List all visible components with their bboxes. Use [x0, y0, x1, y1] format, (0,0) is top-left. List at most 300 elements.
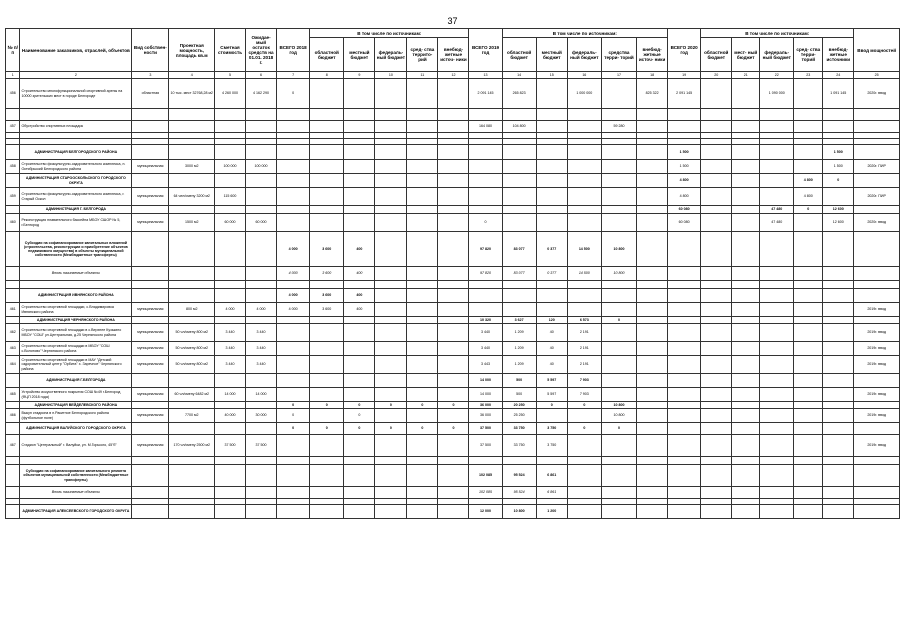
object-name-cell: Обустройство спортивных площадок — [20, 121, 132, 133]
new-objects-row — [6, 267, 900, 281]
section-header-row — [6, 206, 900, 214]
value-cell — [760, 342, 794, 356]
value-cell — [469, 160, 502, 174]
value-cell: 0 — [344, 409, 375, 423]
value-cell: 1 209 — [502, 324, 536, 342]
row-number-cell: 464 — [6, 356, 20, 374]
value-cell: 2019г. ввод — [854, 324, 900, 342]
value-cell — [601, 174, 636, 188]
value-cell — [344, 188, 375, 206]
value-cell: 50 чл/смену 800 м2 — [169, 324, 215, 342]
value-cell: 1 200 — [536, 505, 567, 519]
value-cell — [438, 342, 469, 356]
value-cell — [132, 402, 169, 409]
object-name-cell: АДМИНИСТРАЦИЯ ИВНЯНСКОГО РАЙОНА — [20, 289, 132, 303]
src-2019-header: федераль- ный бюджет — [567, 38, 601, 72]
value-cell — [215, 174, 246, 188]
row-number-cell — [6, 457, 20, 465]
object-name-cell: АДМИНИСТРАЦИЯ Г. БЕЛГОРОДА — [20, 206, 132, 214]
value-cell — [132, 145, 169, 160]
value-cell: 115 600 — [215, 188, 246, 206]
value-cell — [277, 281, 310, 289]
value-cell — [215, 232, 246, 267]
section-header-row — [6, 423, 900, 435]
table-row — [6, 457, 900, 465]
object-name-cell: Строительство физкультурно-оздоровительного комплекса, п. Октябрьский Белгородского района — [20, 160, 132, 174]
value-cell — [407, 109, 438, 121]
value-cell — [375, 303, 407, 317]
value-cell — [132, 289, 169, 303]
value-cell — [407, 356, 438, 374]
value-cell — [823, 289, 854, 303]
value-cell — [215, 505, 246, 519]
value-cell — [637, 505, 668, 519]
object-name-cell: Строительство физкультурно-оздоровительного комплекса, г. Старый Оскол — [20, 188, 132, 206]
investment-program-table — [5, 28, 900, 519]
value-cell — [407, 174, 438, 188]
value-cell — [246, 374, 277, 388]
value-cell — [760, 465, 794, 487]
value-cell — [344, 145, 375, 160]
value-cell — [668, 505, 701, 519]
value-cell — [668, 324, 701, 342]
value-cell: 4 000 — [277, 303, 310, 317]
value-cell — [601, 324, 636, 342]
column-number-cell: 11 — [407, 72, 438, 79]
value-cell — [438, 145, 469, 160]
value-cell — [732, 303, 760, 317]
value-cell — [823, 374, 854, 388]
value-cell — [760, 457, 794, 465]
value-cell: 2020г. ПИР — [854, 160, 900, 174]
object-name-cell: АДМИНИСТРАЦИЯ ВАЛУЙСКОГО ГОРОДСКОГО ОКРУГА — [20, 423, 132, 435]
src-2018-header: областной бюджет — [310, 38, 344, 72]
value-cell: 170 чл/смену 2500 м2 — [169, 435, 215, 457]
value-cell — [794, 402, 823, 409]
src-2019-header: внебюд- жетные источ- ники — [637, 38, 668, 72]
value-cell: 14 000 — [469, 374, 502, 388]
object-name-cell: Строительство спортивной площадки в с.Верхнее Кузькино МБОУ "СОШ" ул.Центральная, д.25 Чернянского района — [20, 324, 132, 342]
value-cell — [637, 206, 668, 214]
value-cell — [794, 121, 823, 133]
value-cell — [854, 281, 900, 289]
column-number-cell: 24 — [823, 72, 854, 79]
row-number-cell: 458 — [6, 160, 20, 174]
value-cell — [760, 374, 794, 388]
col-total-2020-header: ВСЕГО 2020 год — [668, 29, 701, 72]
column-number-cell: 9 — [344, 72, 375, 79]
value-cell: 1 500 — [668, 160, 701, 174]
value-cell — [701, 435, 732, 457]
value-cell — [794, 267, 823, 281]
column-number-cell: 16 — [567, 72, 601, 79]
table-row — [6, 409, 900, 423]
value-cell — [438, 121, 469, 133]
object-name-cell: Субсидии на софинансирование капитального ремонта объектов муниципальной собственности (Межбюджетные трансферты) — [20, 465, 132, 487]
subsidy-row — [6, 232, 900, 267]
value-cell — [438, 206, 469, 214]
value-cell — [132, 109, 169, 121]
value-cell: 2 191 — [567, 324, 601, 342]
value-cell — [823, 324, 854, 342]
value-cell — [823, 342, 854, 356]
value-cell — [701, 145, 732, 160]
value-cell: 36 000 — [469, 409, 502, 423]
value-cell — [601, 388, 636, 402]
value-cell: 0 — [823, 174, 854, 188]
value-cell — [732, 374, 760, 388]
value-cell — [854, 423, 900, 435]
value-cell — [277, 317, 310, 324]
value-cell — [375, 121, 407, 133]
column-number-cell: 15 — [536, 72, 567, 79]
value-cell — [732, 188, 760, 206]
value-cell — [794, 505, 823, 519]
table-row — [6, 214, 900, 232]
column-number-cell: 12 — [438, 72, 469, 79]
value-cell — [760, 487, 794, 499]
value-cell — [375, 356, 407, 374]
value-cell — [567, 281, 601, 289]
value-cell — [277, 160, 310, 174]
value-cell — [502, 174, 536, 188]
value-cell — [375, 388, 407, 402]
object-name-cell: Устройство искусственного покрытия СОШ №49 г.Белгород (ФЦП 2018 года) — [20, 388, 132, 402]
value-cell: 1 090 000 — [760, 79, 794, 109]
src-2020-header: сред- ства терри- торий — [794, 38, 823, 72]
value-cell — [536, 160, 567, 174]
value-cell: 7700 м2 — [169, 409, 215, 423]
value-cell — [668, 402, 701, 409]
value-cell — [438, 374, 469, 388]
value-cell — [169, 402, 215, 409]
value-cell: 14 500 — [567, 267, 601, 281]
value-cell — [732, 423, 760, 435]
section-header-row — [6, 174, 900, 188]
value-cell — [407, 303, 438, 317]
value-cell — [637, 281, 668, 289]
value-cell — [407, 465, 438, 487]
value-cell: 83 077 — [502, 232, 536, 267]
object-name-cell: Стадион "Центральный" г. Валуйки, ул. М.Горького, 45"б" — [20, 435, 132, 457]
table-row — [6, 388, 900, 402]
value-cell: 0 — [567, 402, 601, 409]
value-cell — [567, 160, 601, 174]
value-cell: 10 800 — [601, 232, 636, 267]
value-cell — [668, 465, 701, 487]
src-2018-header: федераль- ный бюджет — [375, 38, 407, 72]
value-cell — [375, 409, 407, 423]
value-cell — [701, 423, 732, 435]
value-cell — [701, 409, 732, 423]
value-cell — [854, 465, 900, 487]
value-cell: 10 800 — [601, 267, 636, 281]
value-cell: 3 440 — [215, 324, 246, 342]
value-cell — [601, 109, 636, 121]
object-name-cell: Строительство спортивной площадки в МБОУ "СОШ с.Волотово" Чернянского района — [20, 342, 132, 356]
row-number-cell — [6, 281, 20, 289]
value-cell — [760, 303, 794, 317]
row-number-cell — [6, 505, 20, 519]
value-cell — [637, 214, 668, 232]
value-cell — [344, 388, 375, 402]
value-cell — [215, 206, 246, 214]
value-cell — [502, 145, 536, 160]
value-cell: 400 — [344, 267, 375, 281]
value-cell — [375, 109, 407, 121]
row-number-cell — [6, 206, 20, 214]
value-cell — [438, 409, 469, 423]
value-cell — [701, 232, 732, 267]
value-cell — [823, 188, 854, 206]
value-cell: 0 — [438, 423, 469, 435]
value-cell — [854, 109, 900, 121]
value-cell — [567, 174, 601, 188]
column-number-cell: 21 — [732, 72, 760, 79]
value-cell — [277, 324, 310, 342]
value-cell — [246, 121, 277, 133]
col-name-header: Наименование заказчиков, отраслей, объектов — [20, 29, 132, 72]
value-cell — [668, 109, 701, 121]
value-cell — [794, 388, 823, 402]
value-cell — [823, 435, 854, 457]
value-cell — [567, 206, 601, 214]
value-cell — [794, 435, 823, 457]
value-cell — [637, 174, 668, 188]
value-cell — [438, 267, 469, 281]
value-cell — [701, 317, 732, 324]
value-cell — [407, 206, 438, 214]
value-cell — [344, 160, 375, 174]
value-cell — [601, 505, 636, 519]
value-cell — [668, 289, 701, 303]
value-cell — [407, 457, 438, 465]
value-cell: 95 524 — [502, 487, 536, 499]
value-cell — [760, 145, 794, 160]
value-cell — [277, 465, 310, 487]
value-cell — [668, 342, 701, 356]
value-cell: 47 480 — [760, 214, 794, 232]
value-cell — [701, 79, 732, 109]
value-cell — [567, 465, 601, 487]
value-cell — [277, 505, 310, 519]
value-cell — [701, 121, 732, 133]
value-cell — [310, 160, 344, 174]
value-cell — [344, 356, 375, 374]
value-cell: 2 091 145 — [469, 79, 502, 109]
column-number-cell: 23 — [794, 72, 823, 79]
value-cell — [794, 423, 823, 435]
value-cell: 0 377 — [536, 232, 567, 267]
value-cell — [732, 174, 760, 188]
section-header-row — [6, 505, 900, 519]
value-cell — [637, 188, 668, 206]
value-cell — [701, 465, 732, 487]
col-remaining-header: Ожидае- мый остаток средств на 01.01. 2018 г. — [246, 29, 277, 72]
value-cell — [854, 145, 900, 160]
value-cell — [794, 342, 823, 356]
value-cell — [668, 409, 701, 423]
value-cell — [310, 487, 344, 499]
value-cell — [536, 121, 567, 133]
value-cell — [246, 402, 277, 409]
value-cell — [438, 435, 469, 457]
value-cell — [310, 505, 344, 519]
value-cell: 7 903 — [567, 388, 601, 402]
value-cell: 50 чл/смену 800 м2 — [169, 342, 215, 356]
row-number-cell — [6, 423, 20, 435]
value-cell — [469, 109, 502, 121]
value-cell: муниципальная — [132, 188, 169, 206]
column-number-cell: 1 — [6, 72, 20, 79]
value-cell — [701, 109, 732, 121]
value-cell — [344, 457, 375, 465]
value-cell: 2019г. ввод — [854, 388, 900, 402]
value-cell — [502, 188, 536, 206]
value-cell — [601, 374, 636, 388]
value-cell — [310, 324, 344, 342]
value-cell — [567, 409, 601, 423]
row-number-cell — [6, 317, 20, 324]
value-cell — [760, 435, 794, 457]
value-cell — [344, 342, 375, 356]
col-num-header: № п/п — [6, 29, 20, 72]
object-name-cell: Строительство многофункциональной спортивной арены на 10000 зрительских мест в городе Белгороде — [20, 79, 132, 109]
value-cell — [732, 505, 760, 519]
value-cell — [344, 505, 375, 519]
value-cell: 3 600 — [310, 289, 344, 303]
value-cell: 0 — [567, 423, 601, 435]
value-cell: 60 000 — [215, 214, 246, 232]
src-2019-header: местный бюджет — [536, 38, 567, 72]
value-cell — [132, 267, 169, 281]
value-cell: 0 — [469, 214, 502, 232]
value-cell — [732, 487, 760, 499]
value-cell — [407, 388, 438, 402]
value-cell — [601, 356, 636, 374]
value-cell — [502, 160, 536, 174]
value-cell — [502, 206, 536, 214]
value-cell: 40 — [536, 342, 567, 356]
value-cell — [701, 374, 732, 388]
value-cell — [854, 121, 900, 133]
value-cell — [407, 435, 438, 457]
value-cell: 12 600 — [823, 214, 854, 232]
value-cell — [668, 388, 701, 402]
row-number-cell: 457 — [6, 121, 20, 133]
value-cell — [132, 457, 169, 465]
value-cell: 4 000 — [277, 232, 310, 267]
value-cell — [637, 435, 668, 457]
value-cell — [407, 214, 438, 232]
value-cell — [215, 289, 246, 303]
value-cell — [701, 214, 732, 232]
value-cell — [601, 487, 636, 499]
value-cell — [854, 206, 900, 214]
value-cell: 4 000 — [277, 267, 310, 281]
value-cell: 37 500 — [469, 435, 502, 457]
value-cell — [732, 160, 760, 174]
value-cell — [668, 356, 701, 374]
value-cell — [246, 487, 277, 499]
value-cell — [169, 505, 215, 519]
value-cell — [760, 188, 794, 206]
value-cell — [438, 160, 469, 174]
table-body — [6, 79, 900, 519]
value-cell: муниципальная — [132, 356, 169, 374]
value-cell: 2019г. ввод — [854, 356, 900, 374]
value-cell — [344, 465, 375, 487]
value-cell — [794, 79, 823, 109]
value-cell — [169, 174, 215, 188]
value-cell: 0 — [601, 317, 636, 324]
value-cell — [438, 457, 469, 465]
value-cell: 5 597 — [536, 388, 567, 402]
value-cell — [407, 342, 438, 356]
value-cell — [375, 465, 407, 487]
value-cell: 14 000 — [215, 388, 246, 402]
table-row — [6, 188, 900, 206]
value-cell — [701, 160, 732, 174]
value-cell: 1 500 — [823, 160, 854, 174]
value-cell: 97 820 — [469, 267, 502, 281]
value-cell: 6 573 — [567, 317, 601, 324]
value-cell — [794, 356, 823, 374]
value-cell — [310, 214, 344, 232]
value-cell — [732, 457, 760, 465]
value-cell — [567, 435, 601, 457]
value-cell — [438, 324, 469, 342]
value-cell: 0 — [407, 423, 438, 435]
subsidy-row — [6, 465, 900, 487]
src-2020-header: внебюд- жетные источники — [823, 38, 854, 72]
value-cell — [310, 317, 344, 324]
value-cell — [637, 121, 668, 133]
object-name-cell: АДМИНИСТРАЦИЯ АЛЕКСЕЕВСКОГО ГОРОДСКОГО ОКРУГА — [20, 505, 132, 519]
value-cell — [668, 281, 701, 289]
value-cell — [215, 402, 246, 409]
value-cell — [169, 206, 215, 214]
value-cell — [668, 423, 701, 435]
value-cell: 59 280 — [601, 121, 636, 133]
value-cell — [668, 435, 701, 457]
value-cell — [637, 289, 668, 303]
value-cell: 3 440 — [215, 356, 246, 374]
value-cell — [760, 409, 794, 423]
value-cell — [823, 267, 854, 281]
value-cell — [854, 402, 900, 409]
row-number-cell — [6, 109, 20, 121]
group-2019-header: В том числе по источникам: — [502, 29, 668, 38]
value-cell — [732, 145, 760, 160]
value-cell — [375, 267, 407, 281]
value-cell — [246, 465, 277, 487]
col-capacity-header: Проектная мощность, площадь кв.м — [169, 29, 215, 72]
value-cell: 3 440 — [246, 324, 277, 342]
col-ownership-header: Вид собствен- ности — [132, 29, 169, 72]
value-cell — [732, 317, 760, 324]
object-name-cell: Реконструкция плавательного бассейна МБОУ СШОР № 5, г.Белгород — [20, 214, 132, 232]
value-cell — [246, 423, 277, 435]
value-cell — [567, 188, 601, 206]
table-row — [6, 160, 900, 174]
value-cell: 33 750 — [502, 423, 536, 435]
value-cell — [536, 457, 567, 465]
value-cell — [344, 487, 375, 499]
value-cell — [760, 402, 794, 409]
value-cell — [794, 487, 823, 499]
column-number-cell: 19 — [668, 72, 701, 79]
